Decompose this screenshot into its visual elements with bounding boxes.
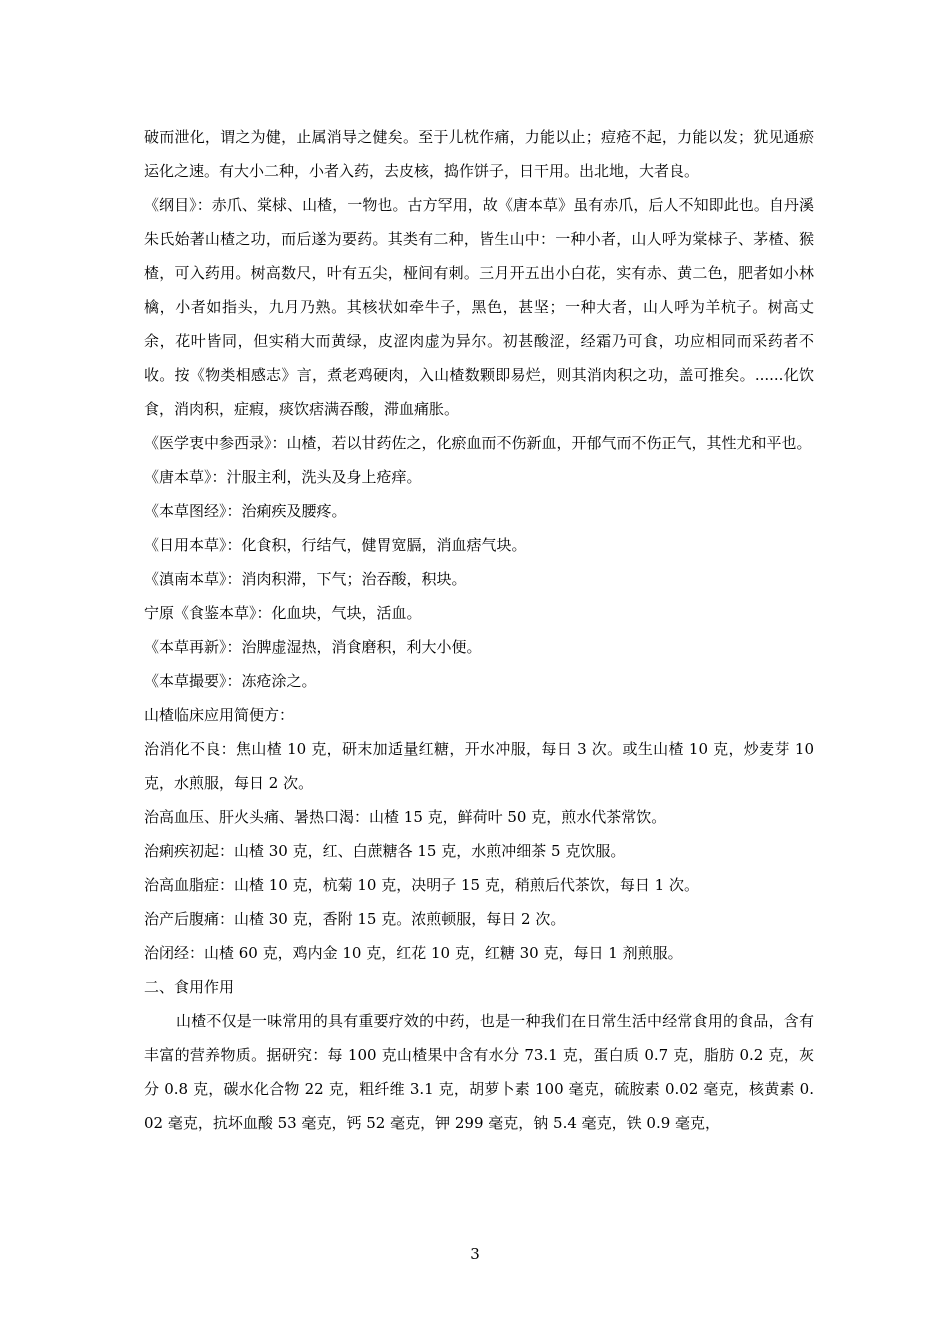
- paragraph-remedy-hyperlipidemia: 治高血脂症：山楂 10 克，杭菊 10 克，决明子 15 克，稍煎后代茶饮，每日 1 次。: [144, 876, 699, 894]
- paragraph-remedy-dysentery: 治痢疾初起：山楂 30 克，红、白蔗糖各 15 克，水煎冲细茶 5 克饮服。: [144, 842, 626, 860]
- paragraph-riyong-bencao: 《日用本草》：化食积，行结气，健胃宽膈，消血痞气块。: [144, 536, 527, 554]
- paragraph-diannan-bencao: 《滇南本草》：消肉积滞，下气；治吞酸，积块。: [144, 570, 467, 588]
- paragraph-remedy-postpartum: 治产后腹痛：山楂 30 克，香附 15 克。浓煎顿服，每日 2 次。: [144, 910, 566, 928]
- paragraph-nutrition: 山楂不仅是一味常用的具有重要疗效的中药，也是一种我们在日常生活中经常食用的食品，含有丰富的营养物质。据研究：每 100 克山楂果中含有水分 73.1 克，蛋白质 0.7 克，脂肪 0.2 克，灰分 0.8 克，碳水化合物 22 克，粗纤维 3.1 克，胡萝卜素 100 毫克，硫胺素 0.02 毫克，核黄素 0.02 毫克，抗坏血酸 53 毫克，钙 52 毫克，钾 299 毫克，钠 5.4 毫克，铁 0.9 毫克，: [144, 1012, 814, 1132]
- paragraph-remedy-amenorrhea: 治闭经：山楂 60 克，鸡内金 10 克，红花 10 克，红糖 30 克，每日 1 剂煎服。: [144, 944, 683, 962]
- paragraph-remedy-hypertension: 治高血压、肝火头痛、暑热口渴：山楂 15 克，鲜荷叶 50 克，煎水代茶常饮。: [144, 808, 667, 826]
- paragraph-bencao-zaixin: 《本草再新》：治脾虚湿热，消食磨积，利大小便。: [144, 638, 482, 656]
- paragraph-tang-bencao: 《唐本草》：汁服主利，洗头及身上疮痒。: [144, 468, 422, 486]
- paragraph-bencao-cuoyao: 《本草撮要》：冻疮涂之。: [144, 672, 317, 690]
- paragraph-shanzha-intro-end: 破而泄化，谓之为健，止属消导之健矣。至于儿枕作痛，力能以止；痘疮不起，力能以发；犹见通瘀运化之速。有大小二种，小者入药，去皮核，捣作饼子，日干用。出北地，大者良。: [144, 128, 814, 180]
- page-number: 3: [470, 1245, 480, 1263]
- paragraph-shijian-bencao: 宁原《食鉴本草》：化血块，气块，活血。: [144, 604, 422, 622]
- paragraph-remedy-indigestion: 治消化不良：焦山楂 10 克，研末加适量红糖，开水冲服，每日 3 次。或生山楂 10 克，炒麦芽 10 克，水煎服，每日 2 次。: [144, 740, 814, 792]
- body-text: [144, 120, 814, 1140]
- paragraph-gangmu: 《纲目》：赤爪、棠梂、山楂，一物也。古方罕用，故《唐本草》虽有赤爪，后人不知即此也。自丹溪朱氏始著山楂之功，而后遂为要药。其类有二种，皆生山中：一种小者，山人呼为棠梂子、茅楂、猴楂，可入药用。树高数尺，叶有五尖，桠间有刺。三月开五出小白花，实有赤、黄二色，肥者如小林檎，小者如指头，九月乃熟。其核状如牵牛子，黑色，甚坚；一种大者，山人呼为羊杭子。树高丈余，花叶皆同，但实稍大而黄绿，皮涩肉虚为异尔。初甚酸涩，经霜乃可食，功应相同而采药者不收。按《物类相感志》言，煮老鸡硬肉，入山楂数颗即易烂，则其消肉积之功，盖可推矣。......化饮食，消肉积，症瘕，痰饮痞满吞酸，滞血痛胀。: [144, 196, 814, 418]
- paragraph-yixue-zhongzhong: 《医学衷中参西录》：山楂，若以甘药佐之，化瘀血而不伤新血，开郁气而不伤正气，其性尤和平也。: [144, 434, 812, 452]
- section-heading-food-use: 二、食用作用: [144, 978, 235, 996]
- paragraph-clinical-heading: 山楂临床应用简便方：: [144, 706, 295, 724]
- paragraph-bencao-tujing: 《本草图经》：治痢疾及腰疼。: [144, 502, 347, 520]
